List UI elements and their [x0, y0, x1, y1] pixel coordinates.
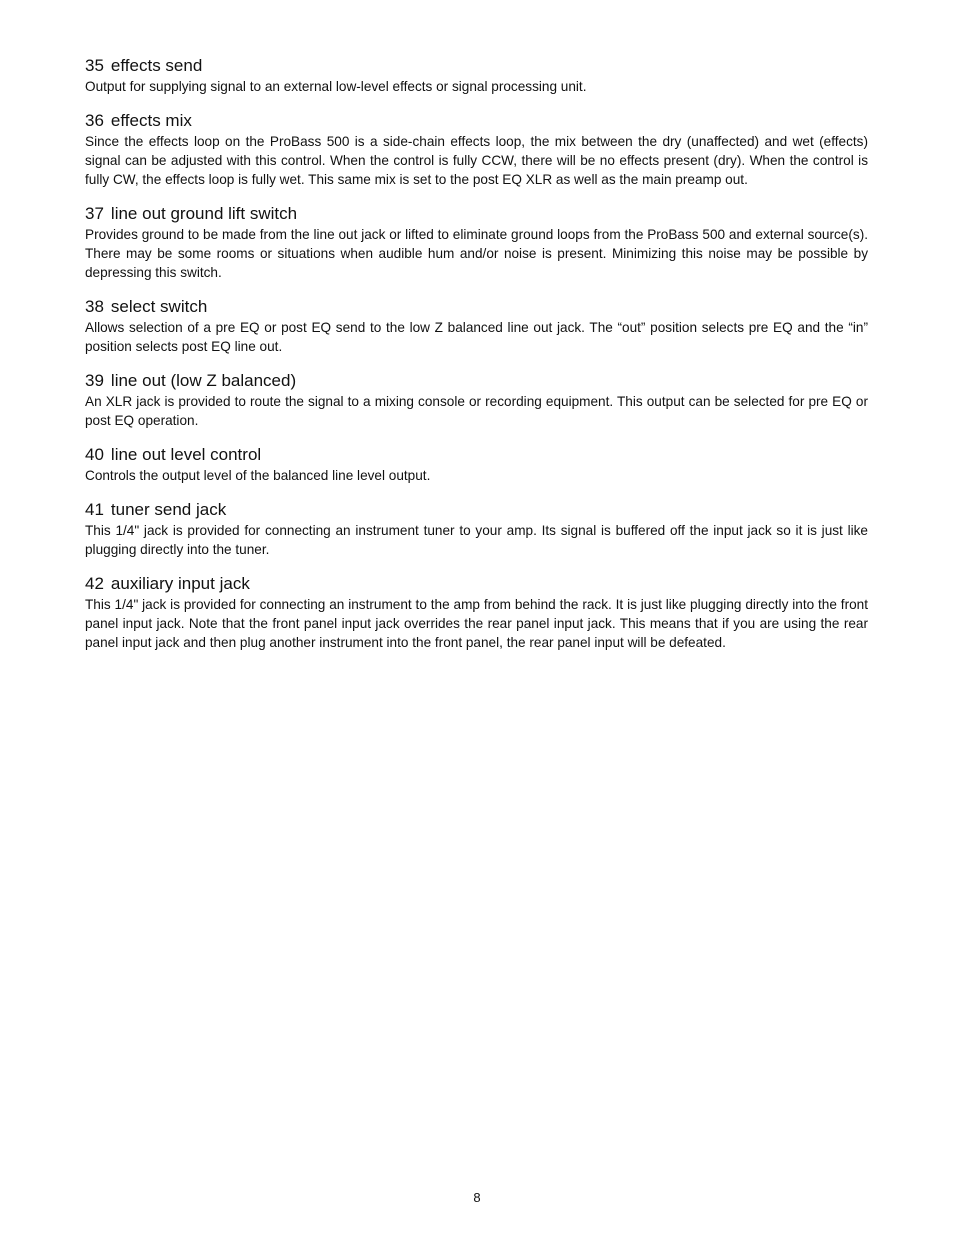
section-line-out-low-z-balanced [85, 371, 868, 430]
section-heading [85, 574, 868, 594]
document-body [85, 56, 868, 667]
section-select-switch [85, 297, 868, 356]
section-text: This 1/4" jack is provided for connecting an instrument to the amp from behind the rack. It is just like plugging directly into the front panel input jack. Note that the front panel input jack overrides the rear panel input jack. This means that if you are using the rear panel input jack and then plug another instrument into the front panel, the rear panel input will be defeated. [85, 597, 868, 650]
section-line-out-level-control [85, 445, 868, 485]
section-title: auxiliary input jack [110, 574, 250, 593]
section-heading [85, 297, 868, 317]
section-tuner-send-jack [85, 500, 868, 559]
section-number: 35 [85, 56, 104, 75]
section-text: Allows selection of a pre EQ or post EQ send to the low Z balanced line out jack. The “out” position selects pre EQ and the “in” position selects post EQ line out. [85, 320, 868, 354]
section-heading [85, 500, 868, 520]
section-number: 42 [85, 574, 104, 593]
section-title: effects send [110, 56, 203, 75]
section-heading [85, 204, 868, 224]
section-heading [85, 445, 868, 465]
section-number: 39 [85, 371, 104, 390]
section-number: 38 [85, 297, 104, 316]
page-number: 8 [473, 1190, 481, 1205]
section-effects-send [85, 56, 868, 96]
section-text: Output for supplying signal to an external low-level effects or signal processing unit. [85, 79, 587, 94]
section-number: 36 [85, 111, 104, 130]
section-number: 40 [85, 445, 104, 464]
section-text: Since the effects loop on the ProBass 500 is a side-chain effects loop, the mix between the dry (unaffected) and wet (effects) signal can be adjusted with this control. When the control is fully CCW, there will be no effects present (dry). When the control is fully CW, the effects loop is fully wet. This same mix is set to the post EQ XLR as well as the main preamp out. [85, 134, 868, 187]
section-number: 41 [85, 500, 104, 519]
section-title: line out (low Z balanced) [110, 371, 297, 390]
section-heading [85, 371, 868, 391]
section-text: An XLR jack is provided to route the signal to a mixing console or recording equipment. This output can be selected for pre EQ or post EQ operation. [85, 394, 868, 428]
section-title: effects mix [110, 111, 192, 130]
section-effects-mix [85, 111, 868, 189]
section-text: This 1/4" jack is provided for connecting an instrument tuner to your amp. Its signal is buffered off the input jack so it is just like plugging directly into the tuner. [85, 523, 868, 557]
section-number: 37 [85, 204, 104, 223]
section-text: Provides ground to be made from the line out jack or lifted to eliminate ground loops from the ProBass 500 and external source(s). There may be some rooms or situations when audible hum and/or noise is present. Minimizing this noise may be possible by depressing this switch. [85, 227, 868, 280]
section-text: Controls the output level of the balanced line level output. [85, 468, 431, 483]
section-line-out-ground-lift-switch [85, 204, 868, 282]
section-title: tuner send jack [110, 500, 227, 519]
section-title: line out ground lift switch [110, 204, 298, 223]
section-title: line out level control [110, 445, 262, 464]
section-auxiliary-input-jack [85, 574, 868, 652]
section-heading [85, 56, 868, 76]
section-heading [85, 111, 868, 131]
section-title: select switch [110, 297, 208, 316]
